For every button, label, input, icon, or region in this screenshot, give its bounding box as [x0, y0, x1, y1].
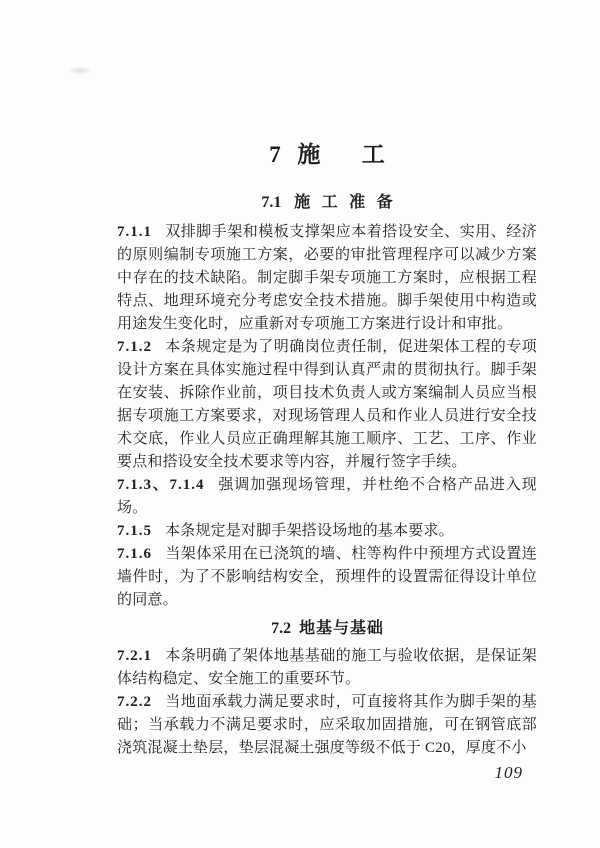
clause-7-1-1 [117, 221, 537, 336]
clause-text: 本条规定是对脚手架搭设场地的基本要求。 [165, 523, 454, 539]
clause-number: 7.1.2 [117, 339, 152, 355]
clause-7-2-2 [117, 691, 537, 760]
clause-7-1-5 [117, 520, 537, 543]
page-content [117, 143, 537, 760]
section-number: 7.1 [261, 194, 282, 211]
section-number: 7.2 [271, 620, 292, 637]
clause-7-1-6 [117, 543, 537, 612]
clause-7-1-2 [117, 336, 537, 474]
clause-text: 本条规定是为了明确岗位责任制，促进架体工程的专项设计方案在具体实施过程中得到认真严肃的贯彻执行。脚手架在安装、拆除作业前，项目技术负责人或方案编制人员应当根据专项施工方案要求，对现场管理人员和作业人员进行安全技术交底，作业人员应正确理解其施工顺序、工艺、工序、作业要点和搭设安全技术要求等内容，并履行签字手续。 [117, 339, 537, 470]
scan-smudge-artifact [68, 66, 92, 75]
chapter-number: 7 [269, 142, 281, 167]
section-title-text: 地基与基础 [299, 620, 384, 637]
section-heading-7-1 [117, 193, 537, 213]
chapter-title-text: 施工 [297, 142, 427, 167]
section-heading-7-2 [117, 619, 537, 639]
clause-text: 强调加强现场管理，并杜绝不合格产品进入现场。 [117, 477, 537, 516]
clause-number: 7.2.2 [117, 694, 152, 710]
clause-number: 7.1.6 [117, 546, 152, 562]
clause-7-2-1 [117, 645, 537, 691]
clause-number: 7.2.1 [117, 648, 152, 664]
clause-number: 7.1.5 [117, 523, 152, 539]
clause-text: 本条明确了架体地基基础的施工与验收依据，是保证架体结构稳定、安全施工的重要环节。 [117, 648, 537, 687]
clause-7-1-3-and-7-1-4 [117, 474, 537, 520]
clause-text: 当地面承载力满足要求时，可直接将其作为脚手架的基础；当承载力不满足要求时，应采取加固措施，可在钢管底部浇筑混凝土垫层，垫层混凝土强度等级不低于 C20，厚度不小 [117, 694, 537, 756]
clause-text: 双排脚手架和模板支撑架应本着搭设安全、实用、经济的原则编制专项施工方案，必要的审批管理程序可以减少方案中存在的技术缺陷。制定脚手架专项施工方案时，应根据工程特点、地理环境充分考虑安全技术措施。脚手架使用中构造或用途发生变化时，应重新对专项施工方案进行设计和审批。 [117, 224, 537, 332]
section-title-text: 施工准备 [294, 194, 405, 211]
clause-number: 7.1.1 [117, 224, 152, 240]
chapter-title [117, 143, 537, 167]
page-number: 109 [494, 763, 523, 782]
clause-number: 7.1.3、7.1.4 [117, 477, 205, 493]
clause-text: 当架体采用在已浇筑的墙、柱等构件中预埋方式设置连墙件时，为了不影响结构安全，预埋件的设置需征得设计单位的同意。 [117, 546, 537, 608]
